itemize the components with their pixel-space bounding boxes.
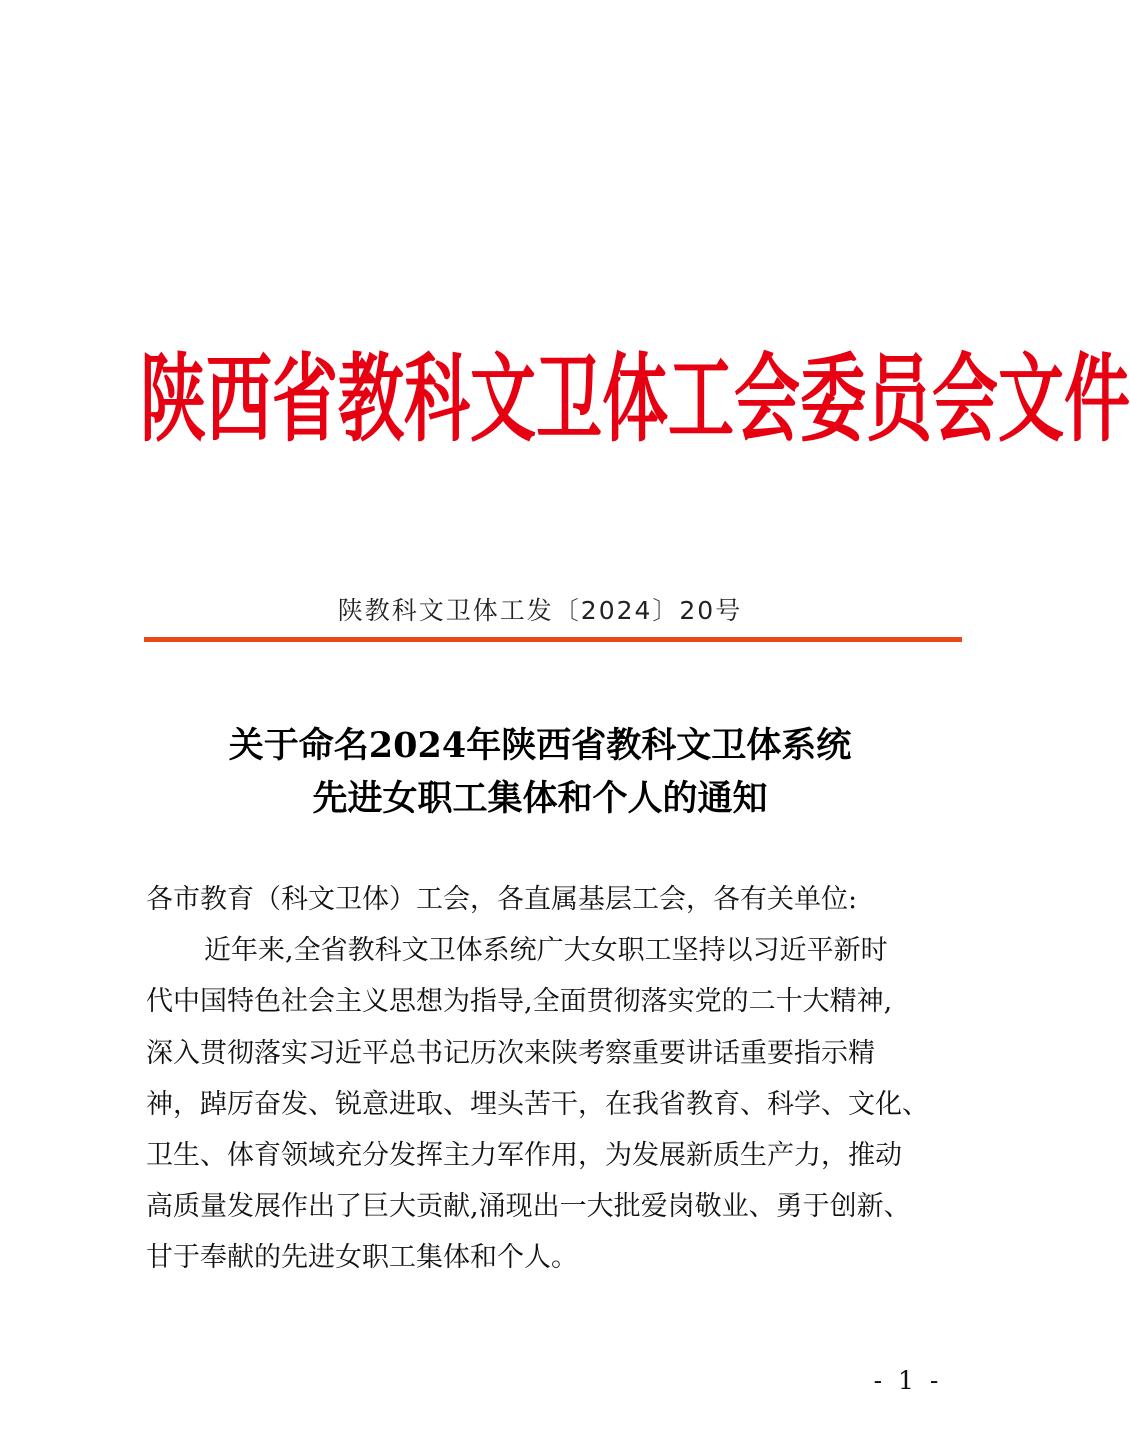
document-number: 陕教科文卫体工发〔2024〕20号 [337, 596, 743, 625]
body-paragraph-line: 代中国特色社会主义思想为指导,全面贯彻落实党的二十大精神, [146, 986, 893, 1017]
masthead-char: 卫 [536, 343, 602, 456]
masthead-char: 会 [932, 343, 998, 456]
masthead-char: 员 [866, 343, 932, 456]
masthead-char: 文 [998, 343, 1064, 456]
masthead-char: 工 [668, 343, 734, 456]
masthead-char: 委 [800, 343, 866, 456]
masthead-char: 科 [404, 343, 470, 456]
body-paragraph-line: 甘于奉献的先进女职工集体和个人。 [146, 1242, 578, 1273]
body-paragraph-line: 高质量发展作出了巨大贡献,涌现出一大批爱岗敬业、勇于创新、 [146, 1191, 911, 1222]
masthead-title [140, 340, 1130, 460]
body-paragraph-line: 深入贯彻落实习近平总书记历次来陕考察重要讲话重要指示精 [146, 1038, 875, 1069]
masthead-char: 省 [272, 343, 338, 456]
red-divider-line [144, 637, 962, 642]
notice-title-line-1: 关于命名2024年陕西省教科文卫体系统 [228, 725, 852, 766]
masthead-char: 体 [602, 343, 668, 456]
body-paragraph-line: 神，踔厉奋发、锐意进取、埋头苦干，在我省教育、科学、文化、 [146, 1089, 929, 1120]
masthead-char: 西 [206, 343, 272, 456]
salutation: 各市教育（科文卫体）工会，各直属基层工会，各有关单位: [146, 884, 858, 915]
notice-title-line-2: 先进女职工集体和个人的通知 [312, 778, 768, 819]
body-paragraph-line: 近年来,全省教科文卫体系统广大女职工坚持以习近平新时 [204, 935, 888, 966]
masthead-char: 文 [470, 343, 536, 456]
body-paragraph-line: 卫生、体育领域充分发挥主力军作用，为发展新质生产力，推动 [146, 1140, 902, 1171]
masthead-char: 教 [338, 343, 404, 456]
page-number: - 1 - [873, 1366, 943, 1395]
masthead-char: 件 [1064, 343, 1130, 456]
masthead-char: 陕 [140, 343, 206, 456]
masthead-char: 会 [734, 343, 800, 456]
